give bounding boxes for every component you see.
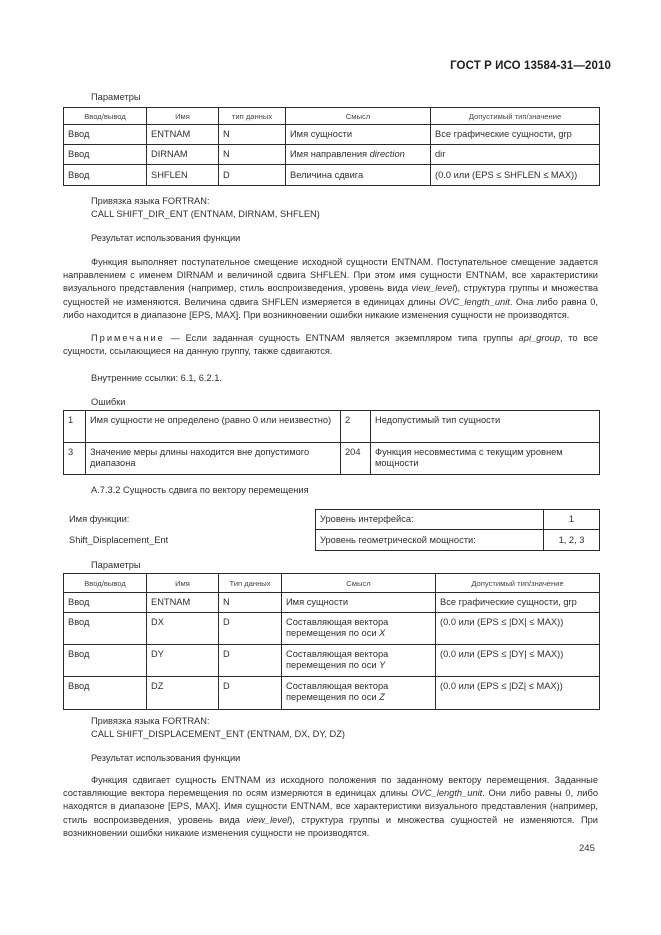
- col-header: Ввод/вывод: [64, 108, 147, 125]
- cell: (0.0 или (EPS ≤ SHFLEN ≤ MAX)): [431, 165, 600, 186]
- col-header: Имя: [147, 574, 219, 593]
- levels-table: [315, 509, 600, 551]
- error-message: Значение меры длины находится вне допустимого диапазона: [86, 443, 341, 475]
- cell: (0.0 или (EPS ≤ |DX| ≤ MAX)): [436, 613, 600, 645]
- italic-term: OVC_length_unit: [439, 296, 510, 307]
- text: Функция сдвигает сущность ENTNAM из исходного положения по заданному вектору перемещения. Заданные составляющие вектора перемещения по осям измеряются в единицах длины: [63, 775, 598, 799]
- params-label: Параметры: [91, 92, 141, 102]
- axis-italic: Y: [379, 660, 386, 670]
- level-label: Уровень интерфейса:: [316, 510, 544, 530]
- italic-term: view_level: [246, 814, 290, 825]
- cell: Все графические сущности, grp: [436, 593, 600, 613]
- col-header: Смысл: [282, 574, 436, 593]
- cell-text: Составляющая вектора перемещения по оси: [286, 681, 389, 702]
- table-row: [316, 530, 600, 551]
- table-row: [64, 645, 600, 677]
- cell: N: [219, 593, 282, 613]
- cell: ENTNAM: [147, 593, 219, 613]
- cell: SHFLEN: [147, 165, 219, 186]
- cell-text: Составляющая вектора перемещения по оси: [286, 617, 389, 638]
- italic-term: view_level: [411, 283, 455, 294]
- text: ), структура группы и множества сущностей не изменяются. Величина сдвига SHFLEN измеряется в единицах длины: [63, 283, 598, 307]
- result-label: Результат использования функции: [91, 753, 241, 763]
- params-label: Параметры: [91, 560, 141, 570]
- text: . Они либо равны 0, либо находятся в диапазоне [EPS, MAX]. Имя сущности ENTNAM, все характеристики визуального представления (например, стиль воспроизведения, уровень вида: [63, 788, 598, 825]
- error-message: Функция несовместима с текущим уровнем мощности: [371, 443, 600, 475]
- cell: Величина сдвига: [286, 165, 431, 186]
- cell: [282, 677, 436, 710]
- table-row: [64, 443, 600, 475]
- table-row: [64, 677, 600, 710]
- cell: D: [219, 677, 282, 710]
- cell-text: Имя направления: [290, 149, 370, 159]
- errors-label: Ошибки: [91, 397, 126, 407]
- fortran-call: CALL SHIFT_DISPLACEMENT_ENT (ENTNAM, DX, DY, DZ): [91, 729, 345, 739]
- cell: Ввод: [64, 645, 147, 677]
- cell: Все графические сущности, grp: [431, 125, 600, 145]
- level-label: Уровень геометрической мощности:: [316, 530, 544, 551]
- cell: DY: [147, 645, 219, 677]
- cell: Ввод: [64, 145, 147, 165]
- cell: DIRNAM: [147, 145, 219, 165]
- note-paragraph: [63, 332, 598, 358]
- params-table-2: [63, 573, 600, 710]
- cell: [282, 645, 436, 677]
- text: , то все сущности, ссылающиеся на данную группу, также сдвигаются.: [63, 333, 598, 357]
- cell: D: [219, 165, 286, 186]
- params-table-1: [63, 107, 600, 186]
- cell: dir: [431, 145, 600, 165]
- table-row: [64, 145, 600, 165]
- col-header: Ввод/вывод: [64, 574, 147, 593]
- page-number: 245: [579, 843, 595, 854]
- result-label: Результат использования функции: [91, 233, 241, 243]
- description-paragraph: [63, 256, 598, 322]
- cell-italic: direction: [369, 149, 405, 159]
- cell: DX: [147, 613, 219, 645]
- description-paragraph: [63, 774, 598, 840]
- col-header: Допустимый тип/значение: [431, 108, 600, 125]
- cell: ENTNAM: [147, 125, 219, 145]
- cell: [286, 145, 431, 165]
- fortran-label: Привязка языка FORTRAN:: [91, 196, 210, 206]
- error-code: 204: [341, 443, 371, 475]
- cell: Ввод: [64, 125, 147, 145]
- col-header: тип данных: [219, 108, 286, 125]
- cell: Ввод: [64, 593, 147, 613]
- italic-term: api_group: [518, 333, 560, 343]
- text: ), структура группы и множества сущностей не изменяются. При возникновении ошибки никакие изменения сущности не производятся.: [63, 814, 598, 838]
- col-header: Тип данных: [219, 574, 282, 593]
- function-name: Shift_Displacement_Ent: [69, 535, 169, 545]
- cell: (0.0 или (EPS ≤ |DY| ≤ MAX)): [436, 645, 600, 677]
- level-value: 1, 2, 3: [544, 530, 600, 551]
- function-name-label: Имя функции:: [69, 514, 130, 524]
- cell: Имя сущности: [282, 593, 436, 613]
- col-header: Смысл: [286, 108, 431, 125]
- error-code: 2: [341, 411, 371, 443]
- document-header-title: ГОСТ Р ИСО 13584-31—2010: [450, 60, 611, 72]
- cell: N: [219, 125, 286, 145]
- axis-italic: Z: [379, 692, 385, 702]
- cell: Ввод: [64, 613, 147, 645]
- cell: DZ: [147, 677, 219, 710]
- errors-table: [63, 410, 600, 475]
- internal-refs: Внутренние ссылки: 6.1, 6.2.1.: [91, 373, 222, 383]
- cell: [282, 613, 436, 645]
- note-label: Примечание: [91, 333, 165, 343]
- table-row: [64, 165, 600, 186]
- error-code: 1: [64, 411, 86, 443]
- cell: D: [219, 645, 282, 677]
- cell: (0.0 или (EPS ≤ |DZ| ≤ MAX)): [436, 677, 600, 710]
- section-heading: A.7.3.2 Сущность сдвига по вектору перемещения: [91, 485, 309, 495]
- text: — Если заданная сущность ENTNAM является экземпляром типа группы: [164, 333, 519, 343]
- error-message: Имя сущности не определено (равно 0 или неизвестно): [86, 411, 341, 443]
- table-row: [64, 613, 600, 645]
- italic-term: OVC_length_unit: [411, 788, 483, 799]
- cell: Ввод: [64, 165, 147, 186]
- text: . Она либо равна 0, либо находится в диапазоне [EPS, MAX]. При возникновении ошибки никакие изменения сущности не производятся.: [63, 296, 599, 320]
- table-row: [64, 411, 600, 443]
- cell-text: Составляющая вектора перемещения по оси: [286, 649, 389, 670]
- error-code: 3: [64, 443, 86, 475]
- col-header: Допустимый тип/значение: [436, 574, 600, 593]
- col-header: Имя: [147, 108, 219, 125]
- cell: Ввод: [64, 677, 147, 710]
- cell: N: [219, 145, 286, 165]
- axis-italic: X: [379, 628, 386, 638]
- cell: Имя сущности: [286, 125, 431, 145]
- cell: D: [219, 613, 282, 645]
- table-row: [64, 593, 600, 613]
- error-message: Недопустимый тип сущности: [371, 411, 600, 443]
- table-row: [316, 510, 600, 530]
- level-value: 1: [544, 510, 600, 530]
- text: Функция выполняет поступательное смещение исходной сущности ENTNAM. Поступательное смещение задается направлением с именем DIRNAM и величиной сдвига SHFLEN. При этом имя сущности ENTNAM, все характеристики визуального представления (например, стиль воспроизведения, уровень вида: [63, 257, 598, 294]
- fortran-call: CALL SHIFT_DIR_ENT (ENTNAM, DIRNAM, SHFLEN): [91, 209, 320, 219]
- fortran-label: Привязка языка FORTRAN:: [91, 716, 210, 726]
- table-row: [64, 125, 600, 145]
